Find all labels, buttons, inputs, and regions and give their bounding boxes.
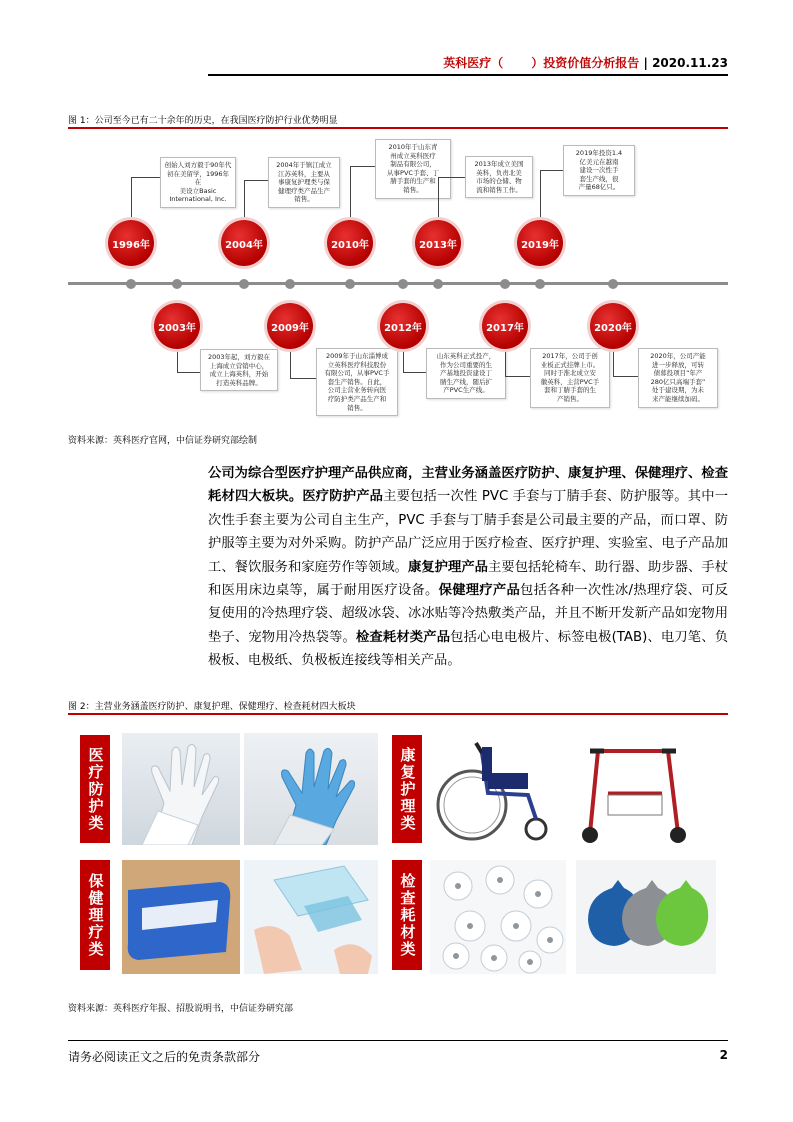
- timeline-event-text: 山东英科正式投产， 作为公司重要的生 产基地投资建设丁 腈生产线，随后扩 产PVC生产线。: [426, 348, 506, 399]
- category-label-rehab: 康复护理类: [392, 735, 422, 843]
- electrode-plates-image: [576, 860, 716, 974]
- para-protection-desc: 主要包括一次性 PVC 手套与丁腈手套、防护服等。其中一次性手套主要为公司自主生产，PVC 手套与丁腈手套是公司最主要的产品，而口罩、防护服等主要为对外采购。防护产品广泛应用于医疗检查、医疗护理、实验室、电子产品加工、餐饮服务和家庭劳作等领域。: [208, 489, 729, 575]
- figure2-rule: [68, 713, 728, 715]
- body-paragraph: [208, 462, 728, 673]
- cold-patch-image: [244, 860, 378, 974]
- timeline-connector: [350, 166, 375, 167]
- footer-disclaimer: 请务必阅读正文之后的免责条款部分: [68, 1050, 261, 1064]
- footer-rule: [68, 1040, 728, 1041]
- category-label-protection: 医疗防护类: [80, 735, 110, 843]
- timeline-dot: [285, 279, 295, 289]
- figure2-caption: 图 2：主营业务涵盖医疗防护、康复护理、保健理疗、检查耗材四大板块: [68, 702, 356, 712]
- timeline-year-1996: 1996年: [108, 220, 154, 266]
- timeline-connector: [177, 372, 200, 373]
- ice-pack-image: [122, 860, 240, 974]
- para-consumables-desc: 包括心电电极片、标签电极(TAB)、电刀笔、负极板、电极纸、负极板连接线等相关产品。: [208, 629, 728, 669]
- timeline-connector: [131, 177, 160, 178]
- timeline-year-2004: 2004年: [221, 220, 267, 266]
- timeline-dot: [345, 279, 355, 289]
- timeline-event-text: 2013年成立美国 英科，负责北美 市场的仓储、物 流和销售工作。: [465, 156, 533, 198]
- timeline-event-text: 2010年于山东青 州成立英科医疗 制品有限公司， 从事PVC手套、丁 腈手套的生产和 销售。: [375, 139, 451, 199]
- timeline-connector: [613, 376, 638, 377]
- timeline-year-2010: 2010年: [327, 220, 373, 266]
- timeline-dot: [172, 279, 182, 289]
- timeline-connector: [290, 378, 316, 379]
- timeline-dot: [398, 279, 408, 289]
- figure1-rule: [68, 127, 728, 129]
- timeline-connector: [403, 372, 426, 373]
- header-rule: [208, 74, 728, 76]
- page-number: 2: [719, 1048, 728, 1062]
- para-therapy-desc: 包括各种一次性冰/热理疗袋、可反复使用的冷热理疗袋、超级冰袋、冰冰贴等冷热敷类产品，并且不断开发新产品如宠物用垫子、宠物用冷热袋等。: [208, 583, 729, 645]
- timeline-event-text: 2020年，公司产能 进一步释放，可转 债募投项目“年产 280亿只高端手套” 处于建设期，为未 来产能继续加码。: [638, 348, 718, 408]
- category-label-therapy: 保健理疗类: [80, 860, 110, 970]
- figure1-caption: 图 1：公司至今已有二十余年的历史，在我国医疗防护行业优势明显: [68, 116, 338, 126]
- para-lead: 公司为综合型医疗护理产品供应商，主营业务涵盖医疗防护、康复护理、保健理疗、检查耗材四大板块。: [208, 466, 728, 505]
- timeline-event-text: 创始人刘方毅于90年代 初在美留学，1996年在 美设立Basic International, Inc.: [160, 157, 236, 208]
- header-company: 英科医疗（: [443, 56, 504, 70]
- timeline-dot: [239, 279, 249, 289]
- timeline-event-text: 2017年，公司于创 业板正式挂牌上市。 同时于淮北成立安 徽英科，主营PVC手 套和丁腈手套的生 产销售。: [530, 348, 610, 408]
- rollator-image: [568, 733, 702, 845]
- timeline-event-text: 2009年于山东淄博成 立英科医疗科技股份 有限公司，从事PVC手 套生产销售。自此， 公司主营业务转向医 疗防护类产品生产和 销售。: [316, 348, 398, 416]
- timeline-year-2017: 2017年: [482, 303, 528, 349]
- para-term-rehab: 康复护理产品: [408, 559, 489, 575]
- page-header: [208, 54, 728, 74]
- wheelchair-image: [432, 733, 562, 845]
- header-separator: |: [643, 56, 648, 70]
- header-date: 2020.11.23: [652, 56, 728, 70]
- timeline-dot: [535, 279, 545, 289]
- timeline-event-text: 2004年于镇江成立 江苏英科，主要从 事康复护理类与保 健理疗类产品生产 销售。: [268, 157, 340, 208]
- timeline-dot: [608, 279, 618, 289]
- timeline-dot: [126, 279, 136, 289]
- para-term-therapy: 保健理疗产品: [438, 583, 521, 599]
- header-report: ）投资价值分析报告: [531, 56, 640, 70]
- para-term-protection: 医疗防护产品: [302, 489, 384, 505]
- timeline-connector: [540, 170, 563, 171]
- timeline-event-text: 2019年投资1.4 亿美元在越南 建设一次性手 套生产线，很 产量68亿只。: [563, 145, 635, 196]
- timeline-year-2020: 2020年: [590, 303, 636, 349]
- para-term-consumables: 检查耗材类产品: [355, 629, 451, 645]
- timeline-year-2013: 2013年: [415, 220, 461, 266]
- category-label-consumables: 检查耗材类: [392, 860, 422, 970]
- para-rehab-desc: 主要包括轮椅车、助行器、助步器、手杖和医用床边桌等，属于耐用医疗设备。: [208, 559, 729, 599]
- figure2-source: 资料来源：英科医疗年报、招股说明书，中信证券研究部: [68, 1004, 294, 1014]
- timeline-year-2003: 2003年: [154, 303, 200, 349]
- timeline-connector: [438, 177, 465, 178]
- timeline-dot: [500, 279, 510, 289]
- timeline-year-2012: 2012年: [380, 303, 426, 349]
- electrode-pads-image: [430, 860, 566, 974]
- timeline-dot: [433, 279, 443, 289]
- timeline-connector: [505, 376, 530, 377]
- pvc-glove-image: [122, 733, 240, 845]
- figure1-source: 资料来源：英科医疗官网，中信证券研究部绘制: [68, 436, 258, 446]
- timeline-connector: [244, 180, 268, 181]
- nitrile-glove-image: [244, 733, 378, 845]
- timeline-year-2019: 2019年: [517, 220, 563, 266]
- timeline-year-2009: 2009年: [267, 303, 313, 349]
- timeline-event-text: 2003年起，刘方毅在 上海成立营销中心， 成立上海英科，开始 打造英科品牌。: [200, 349, 278, 391]
